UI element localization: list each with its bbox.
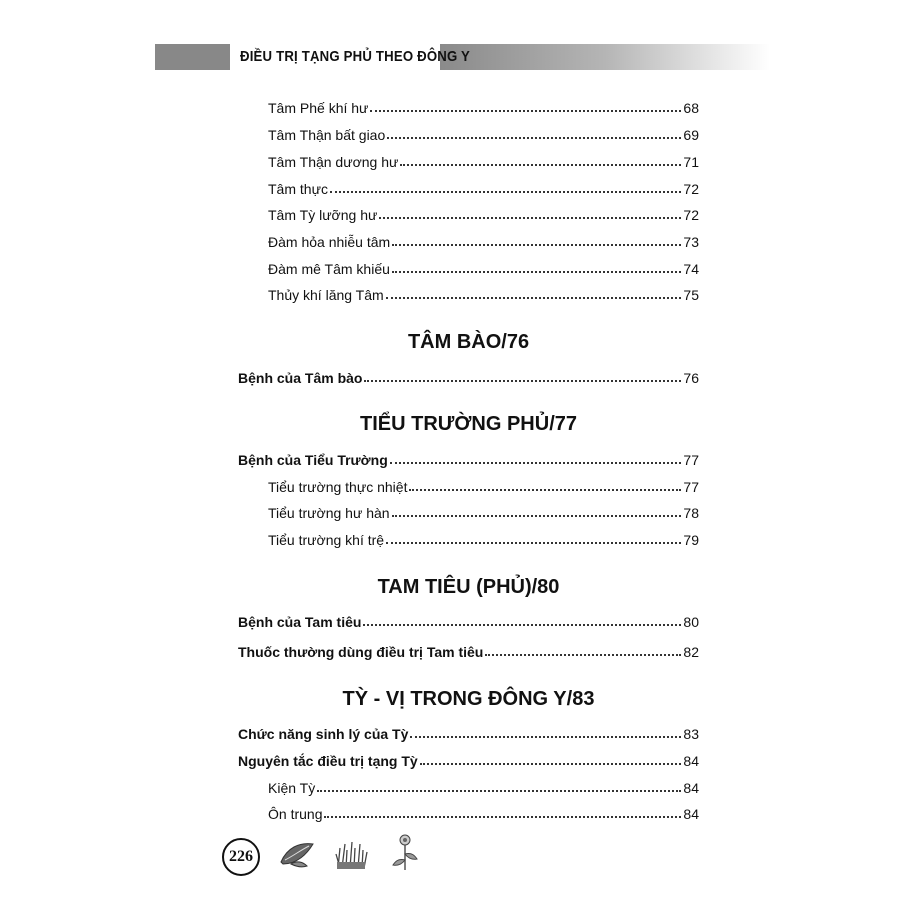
toc-entry[interactable] [238,610,699,630]
dot-leader [379,217,681,219]
dot-leader [392,515,682,517]
toc-entry-page: 76 [683,370,699,386]
section-heading: TIỂU TRƯỜNG PHỦ/77 [359,413,577,435]
toc-entry-label: Tiểu trường thực nhiệt [268,479,408,495]
toc-entry-page: 83 [683,726,699,742]
toc-entry-page: 84 [683,753,699,769]
toc-entry-label: Chức năng sinh lý của Tỳ [238,726,409,742]
toc-entry[interactable] [238,448,699,468]
toc-entry-label: Bệnh của Tâm bào [238,370,363,386]
toc-entry[interactable] [268,528,699,548]
toc-entry-label: Tâm Phế khí hư [268,100,369,116]
toc-entry-page: 84 [683,780,699,796]
toc-entry-page: 75 [683,287,699,303]
toc-entry-page: 71 [683,154,699,170]
dot-leader [485,654,681,656]
toc-entry[interactable] [268,776,699,796]
dot-leader [324,816,681,818]
dot-leader [387,137,681,139]
toc-entry-page: 68 [683,100,699,116]
dot-leader [370,110,681,112]
toc-entry-label: Bệnh của Tiểu Trường [238,452,388,468]
toc-entry[interactable] [238,722,699,742]
toc-entry-page: 73 [683,234,699,250]
section-heading: TÂM BÀO/76 [407,331,530,353]
toc-entry-page: 77 [683,452,699,468]
toc-entry-label: Tâm Tỳ lưỡng hư [268,207,378,223]
dot-leader [392,244,681,246]
toc-entry-label: Tiểu trường hư hàn [268,505,390,521]
toc-entry[interactable] [238,749,699,769]
dot-leader [363,624,681,626]
toc-entry-page: 78 [683,505,699,521]
toc-entry[interactable] [268,96,699,116]
dot-leader [420,763,682,765]
dot-leader [386,297,682,299]
toc-entry-label: Tiểu trường khí trệ [268,532,385,548]
toc-entry[interactable] [268,475,699,495]
toc-entry[interactable] [238,366,699,386]
section-heading: TỲ - VỊ TRONG ĐÔNG Y/83 [342,688,595,710]
toc-entry-page: 74 [683,261,699,277]
herb-flower-icon [390,832,420,872]
toc-entry[interactable] [268,802,699,822]
dot-leader [390,462,682,464]
toc-entry-page: 82 [683,644,699,660]
page-number: 226 [222,838,260,876]
toc-entry-label: Tâm Thận bất giao [268,127,386,143]
toc-entry[interactable] [268,501,699,521]
toc-entry-page: 79 [683,532,699,548]
dot-leader [409,489,681,491]
toc-entry[interactable] [268,283,699,303]
herb-grass-icon [334,838,368,870]
toc-entry[interactable] [268,203,699,223]
toc-entry-label: Nguyên tắc điều trị tạng Tỳ [238,753,418,769]
toc-entry[interactable] [238,640,699,660]
toc-entry[interactable] [268,123,699,143]
toc-entry-label: Đàm hỏa nhiễu tâm [268,234,391,250]
herb-leaf-icon [277,838,317,872]
toc-entry-label: Thủy khí lăng Tâm [268,287,384,303]
dot-leader [410,736,681,738]
toc-entry-label: Tâm thực [268,181,328,197]
toc-entry-page: 77 [683,479,699,495]
toc-entry-page: 72 [683,207,699,223]
toc-entry[interactable] [268,257,699,277]
toc-entry[interactable] [268,230,699,250]
running-header-title: ĐIỀU TRỊ TẠNG PHỦ THEO ĐÔNG Y [240,48,471,65]
toc-entry-page: 72 [683,181,699,197]
toc-entry-label: Bệnh của Tam tiêu [238,614,362,630]
toc-entry-label: Ôn trung [268,806,323,822]
section-heading: TAM TIÊU (PHỦ)/80 [377,576,560,598]
toc-entry-label: Tâm Thận dương hư [268,154,399,170]
toc-entry[interactable] [268,177,699,197]
toc-entry-label: Kiện Tỳ [268,780,316,796]
toc-entry-label: Thuốc thường dùng điều trị Tam tiêu [238,644,484,660]
toc-entry-page: 69 [683,127,699,143]
toc-entry-page: 84 [683,806,699,822]
dot-leader [400,164,681,166]
dot-leader [317,790,681,792]
toc-entry-page: 80 [683,614,699,630]
toc-entry-label: Đàm mê Tâm khiếu [268,261,390,277]
dot-leader [364,380,681,382]
dot-leader [386,542,681,544]
dot-leader [330,191,681,193]
dot-leader [392,271,682,273]
toc-entry[interactable] [268,150,699,170]
